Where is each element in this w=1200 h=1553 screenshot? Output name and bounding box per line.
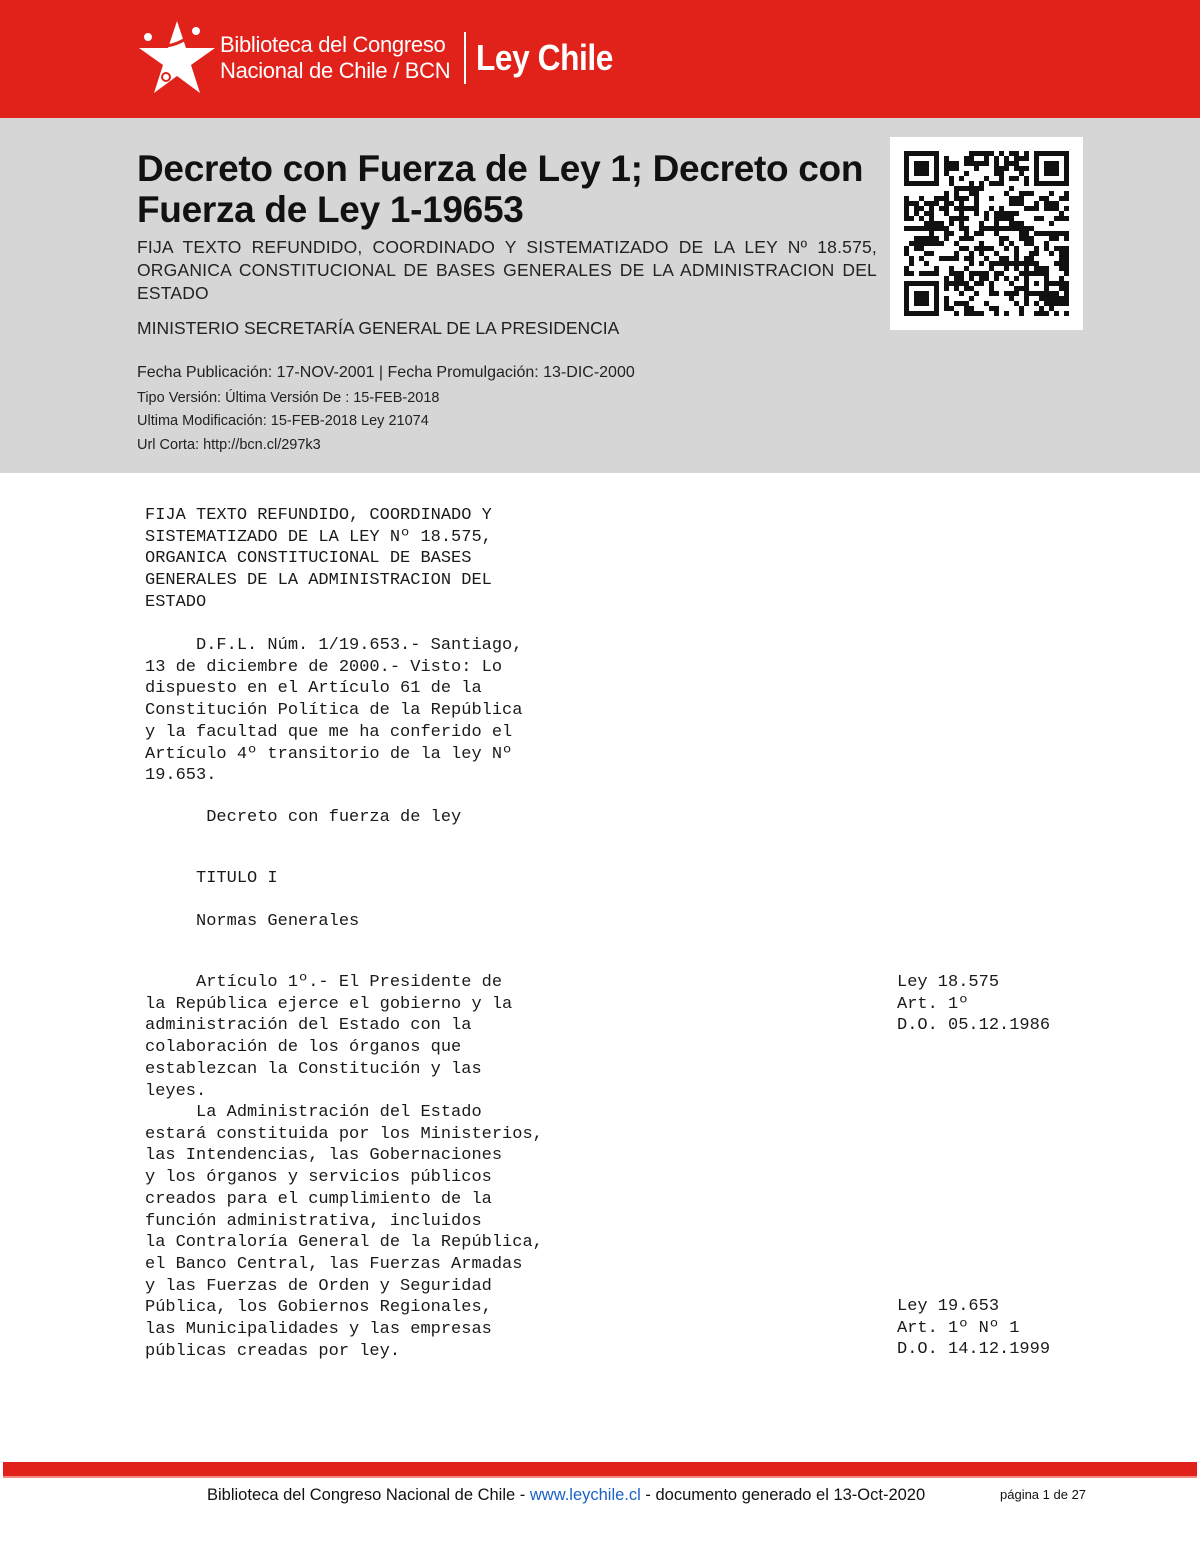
footer-divider — [3, 1462, 1197, 1476]
document-title: Decreto con Fuerza de Ley 1; Decreto con Fuerza de Ley 1-19653 — [137, 148, 864, 230]
preamble: D.F.L. Núm. 1/19.653.- Santiago, 13 de diciembre de 2000.- Visto: Lo dispuesto en el Artículo 61 de la Constitución Política de la República y la facultad que me ha conferido el Artículo 4º transitorio de la ley Nº 19.653. — [145, 636, 523, 786]
bcn-logo[interactable] — [136, 16, 632, 100]
page-number: página 1 de 27 — [1000, 1487, 1087, 1502]
margin-note-1: Ley 18.575 Art. 1º D.O. 05.12.1986 — [897, 973, 1051, 1036]
footer-link[interactable]: www.leychile.cl — [529, 1486, 641, 1504]
ley-chile-brand: Ley Chile — [476, 37, 614, 78]
version-type: Tipo Versión: Última Versión De : 15-FEB-2018 — [137, 390, 440, 406]
footer-divider-shadow — [3, 1476, 1197, 1478]
logo-line-1: Biblioteca del Congreso — [220, 32, 446, 57]
margin-note-2: Ley 19.653 Art. 1º Nº 1 D.O. 14.12.1999 — [897, 1297, 1051, 1360]
document-subtitle: FIJA TEXTO REFUNDIDO, COORDINADO Y SISTEMATIZADO DE LA LEY Nº 18.575, ORGANICA CONSTITUCIONAL DE BASES GENERALES DE LA ADMINISTRACION DEL ESTADO — [137, 237, 877, 303]
last-modification: Ultima Modificación: 15-FEB-2018 Ley 21074 — [137, 413, 429, 429]
qr-code — [890, 137, 1083, 330]
short-url[interactable]: Url Corta: http://bcn.cl/297k3 — [137, 437, 321, 453]
qr-code-icon — [904, 151, 1069, 316]
decree-label: Decreto con fuerza de ley — [145, 808, 462, 827]
bcn-logo-text — [220, 32, 450, 84]
law-heading: FIJA TEXTO REFUNDIDO, COORDINADO Y SISTEMATIZADO DE LA LEY Nº 18.575, ORGANICA CONSTITUCIONAL DE BASES GENERALES DE LA ADMINISTRACION DEL ESTADO — [145, 506, 492, 612]
logo-divider — [464, 32, 466, 84]
footer-suffix: - documento generado el 13-Oct-2020 — [640, 1486, 926, 1504]
titulo-name: Normas Generales — [145, 912, 360, 931]
footer-text — [207, 1486, 925, 1505]
titulo-heading: TITULO I — [145, 869, 278, 888]
bcn-star-icon — [136, 17, 218, 99]
publication-dates: Fecha Publicación: 17-NOV-2001 | Fecha Promulgación: 13-DIC-2000 — [137, 364, 635, 381]
logo-line-2: Nacional de Chile / BCN — [220, 58, 451, 83]
article-1-paragraph-2: La Administración del Estado estará constituida por los Ministerios, las Intendencias, las Gobernaciones y los órganos y servicios públicos creados para el cumplimiento de la función administrativa, incluidos la Contraloría General de la República, el Banco Central, las Fuerzas Armadas y las Fuerzas de Orden y Seguridad Pública, los Gobiernos Regionales, las Municipalidades y las empresas públicas creadas por ley. — [145, 1103, 543, 1361]
ministry-name: MINISTERIO SECRETARÍA GENERAL DE LA PRESIDENCIA — [137, 318, 620, 338]
footer-prefix: Biblioteca del Congreso Nacional de Chile - — [207, 1486, 530, 1504]
article-1-paragraph-1: Artículo 1º.- El Presidente de la República ejerce el gobierno y la administración del Estado con la colaboración de los órganos que establezcan la Constitución y las leyes. — [145, 973, 513, 1101]
